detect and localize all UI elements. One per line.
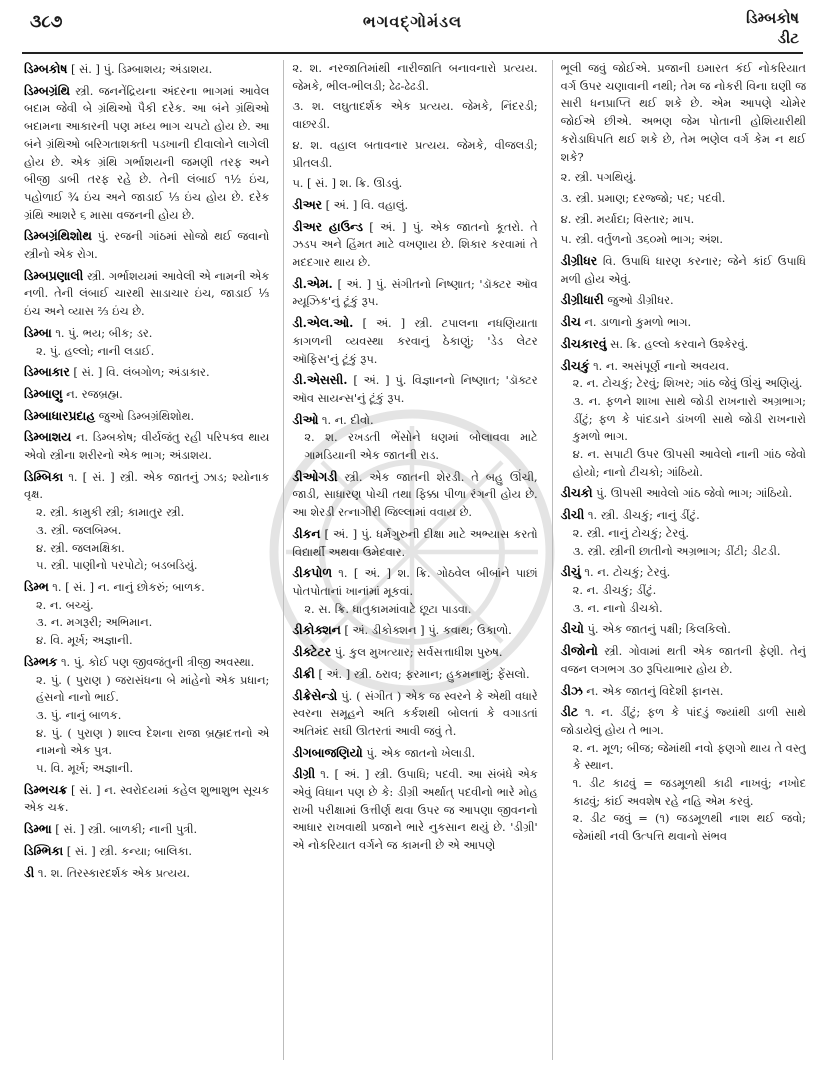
- entry-headword: ડિમ્બા: [24, 324, 52, 340]
- entry-sense: ૩. ન. મગરૂરી; અભિમાન.: [36, 615, 153, 630]
- entry-sense: ૨. સ્ત્રી. નાનું ટોચકું; ટેરવું.: [572, 525, 690, 540]
- dictionary-entry: [561, 506, 806, 560]
- entry-sense: ૨. શ. રખડતી ભેંસોને ધણમાં બોલાવવા માટે ગામડિયાની એક જાતની રાડ.: [304, 430, 538, 463]
- dictionary-entry: [561, 231, 806, 249]
- entry-definition: જુઓ ડીગ્રીધર.: [607, 293, 674, 308]
- entry-definition: ૧. [ અં. ] શ. ક્રિ. ગોઠવેલ બીબાંને પાછાં પોતપોતાનાં ખાનાંમાં મૂકવાં.: [292, 566, 538, 598]
- entry-headword: ડિમ્ભક: [24, 653, 58, 669]
- dictionary-entry: [292, 468, 537, 522]
- entry-definition: ભૂલી જવું જોઈએ. પ્રજાની ઇમારત કંઈ નોકરિયાત વર્ગ ઉપર ચણાવાની નથી; તેમ જ નોકરી વિના ઘણી જ સારી ધનપ્રાપ્તિ થઈ શકે છે. એમ આપણે ચોમેર જોઈએ છીએ. અભણ જેમ પોતાની હોશિયારીથી કરોડાધિપતિ થઈ શકે છે, તેમ ભણેલ વર્ગ કેમ ન થઈ શકે?: [560, 61, 806, 164]
- entry-sense: ૩. સ્ત્રી. જલબિમ્બ.: [36, 522, 122, 537]
- entry-definition: ન. ડાળાનો કુમળો ભાગ.: [584, 315, 692, 330]
- entry-definition: [ અં. ] પું. ધર્મગુરુની દીક્ષા માટે અભ્યાસ કરતો વિદ્યાર્થી અથવા ઉમેદવાર.: [292, 526, 538, 559]
- entry-definition: ૧. પું. કોઈ પણ જીવજંતુની ત્રીજી અવસ્થા.: [60, 654, 255, 669]
- entry-headword: ડિમ્ભચક્ર: [24, 781, 68, 797]
- entry-sense: ૫. વિ. મૂર્ખ; અજ્ઞાની.: [36, 761, 134, 776]
- entry-definition: ન. ડિમ્બકોષ; વીર્યજંતુ રહી પરિપક્વ થાય એવો સ્ત્રીના શરીરનો એક ભાગ; અંડાશય.: [24, 430, 270, 463]
- entry-headword: ડીક્રેસેન્ડો: [292, 687, 338, 703]
- entry-definition: સ્ત્રી. ગોવામાં થતી એક જાતની ફેણી. તેનું વજન લગભગ ૩૦ રૂપિયાભાર હોય છે.: [560, 644, 806, 676]
- entry-definition: ૧. પું. ભય; બીક; ડર.: [55, 325, 153, 340]
- dictionary-entry: [292, 175, 537, 193]
- dictionary-entry: [561, 169, 806, 187]
- dictionary-columns: [24, 60, 806, 1060]
- entry-sense: ૨. સ્ત્રી. કામુકી સ્ત્રી; કામાતુર સ્ત્રી.: [36, 505, 185, 520]
- entry-headword: ડીચકારવું: [560, 335, 607, 351]
- guide-word-last: ડીટ: [777, 29, 799, 47]
- entry-definition: સ્ત્રી. એક જાતની શેરડી. તે બહુ ઊંચી, જાડી, સાધારણ પોચી તથા ફિક્કા પીળા રંગની હોય છે. આ શેરડી રત્નાગીરી જિલ્લામાં વવાય છે.: [292, 469, 538, 520]
- entry-headword: ડીઓ: [292, 411, 319, 427]
- entry-sense: ૫. સ્ત્રી. પાણીનો પરપોટો; બડબડિયું.: [36, 558, 198, 573]
- entry-definition: પું. ( સંગીત ) એક જ સ્વરને કે એથી વધારે સ્વરના સમૂહને અતિ કર્કશથી બોલતાં કે વગાડતાં અતિમંદ સઘી ઊતરતાં આવી જવું તે.: [292, 688, 538, 738]
- guide-words: [746, 8, 799, 48]
- entry-sense: ૪. પું. ( પુરાણ ) શાલ્વ દેશના રાજા બ્રહ્મદત્તનો એ નામનો એક પુત્ર.: [36, 725, 270, 758]
- entry-definition: [ અં. ડીકોક્શન ] પું. કવાથ; ઉકાળો.: [344, 623, 512, 638]
- dictionary-entry: [561, 60, 806, 166]
- entry-definition: ૧. [ અં. ] સ્ત્રી. ઉપાધિ; પદવી. આ સંબંધે એક એવું વિધાન પણ છે કે: ડીગ્રી અર્થાત્ પદવીનો ભારે મોહ રાખી પરીક્ષામાં ઉત્તીર્ણ થવા ઉપર જ આપણા જીવનનો આધાર રાખવાથી પ્રજાને ભારે નુકસાન થયું છે. 'ડીગ્રી' એ નોકરિયાત વર્ગને જ કામની છે એ આપણે: [292, 767, 538, 853]
- entry-sense: ૪. ન. સપાટી ઉપર ઊપસી આવેલો નાની ગાંઠ જેવો હોયો; નાનો ટીચકો; ગાંઠિયો.: [572, 447, 806, 479]
- entry-headword: ડિમ્ભા: [24, 821, 52, 837]
- dictionary-entry: [292, 643, 537, 662]
- entry-headword: ડીઝ: [560, 682, 583, 698]
- entry-headword: ડિમ્ભ: [24, 578, 49, 594]
- dictionary-entry: [292, 196, 537, 215]
- entry-headword: ડિમ્બકોષ: [24, 61, 68, 76]
- entry-sense: ૨. ન. મૂળ; બીજ; જેમાંથી નવો ફણગો થાય તે વસ્તુ કે સ્થાન.: [572, 740, 806, 773]
- entry-headword: ડી.એસસી.: [292, 372, 348, 388]
- entry-headword: ડીગ્રી: [292, 766, 316, 782]
- dictionary-entry: [292, 60, 537, 95]
- entry-headword: ડિમ્બગ્રંથિ: [24, 82, 70, 98]
- entry-definition: ૫. સ્ત્રી. વર્તુળનો ૩૬૦મો ભાગ; અંશ.: [560, 232, 724, 247]
- entry-headword: ડીટ: [560, 704, 579, 720]
- entry-headword: ડિમ્બાણુ: [24, 385, 63, 401]
- dictionary-entry: [24, 578, 269, 650]
- entry-headword: ડીચું: [560, 564, 581, 580]
- page-number: ૩૮૭: [30, 12, 63, 32]
- dictionary-entry: [292, 137, 537, 172]
- entry-definition: ૨. શ. નરજાતિમાંથી નારીજાતિ બનાવનારો પ્રત્યય. જેમકે, ભીલ-ભીલડી; ઢેઢ-ઢેઢડી.: [292, 61, 538, 93]
- entry-headword: ડી.એમ.: [292, 275, 333, 291]
- entry-definition: ૧. ન. દીવો.: [321, 412, 374, 427]
- entry-headword: ડિમ્બપ્રણાલી: [24, 267, 84, 283]
- entry-definition: ૫. [ સં. ] શ. ક્રિ. ઊડવું.: [292, 176, 403, 191]
- entry-sense: ૨. ન. બચ્ચું.: [36, 597, 94, 612]
- entry-definition: સ્ત્રી. ગર્ભાશયમાં આવેલી એ નામની એક નળી. તેની લંબાઈ ચારથી સાડાચાર ઇંચ, જાડાઈ ⅓ ઇંચ અને વ્યાસ ⅔ ઇંચ છે.: [24, 268, 270, 319]
- entry-sense: ૨. પું. ( પુરાણ ) જરાસંધના બે માંહેનો એક પ્રધાન; હંસનો નાનો ભાઈ.: [36, 672, 270, 705]
- entry-headword: ડીચી: [560, 507, 585, 523]
- entry-sense: ૪. વિ. મૂર્ખ; અજ્ઞાની.: [36, 633, 133, 648]
- entry-headword: ડિમ્બાધારપ્રદાહ: [24, 407, 96, 423]
- dictionary-entry: [24, 781, 269, 817]
- entry-sense: ૨. પું. હલ્લો; નાની લડાઈ.: [36, 343, 155, 358]
- dictionary-entry: [561, 484, 806, 503]
- dictionary-entry: [292, 525, 537, 561]
- dictionary-entry: [561, 252, 806, 288]
- entry-headword: ડીઅર: [292, 196, 322, 212]
- entry-definition: [ અં. ] સ્ત્રી. ટપાલના નધણિયાતા કાગળની વ્યવસ્થા કરવાનું ઠેકાણું; 'ડેડ લેટર ઑફિસ'નું ટૂંકું રૂપ.: [292, 316, 538, 366]
- entry-headword: ડિમ્ભિકા: [24, 842, 64, 858]
- entry-sense: ૪. સ્ત્રી. જલમક્ષિકા.: [36, 540, 125, 555]
- entry-headword: ડિમ્બાકાર: [24, 364, 70, 380]
- entry-definition: ૪. શ. વહાલ બતાવનાર પ્રત્યય. જેમકે, વીજલડી; પ્રીતલડી.: [292, 137, 538, 170]
- entry-definition: [ અં. ] પું. એક જાતનો કૂતરો. તે ઝડપ અને હિંમત માટે વખણાય છે. શિકાર કરવામાં તે મદદગાર થાય છે.: [292, 219, 538, 270]
- dictionary-entry: [561, 563, 806, 617]
- dictionary-entry: [292, 218, 537, 272]
- entry-sense: ૨. ન. ટોચકું; ટેરવું; શિખર; ગાંઠ જેવું ઊંચું અણિયું.: [572, 376, 803, 391]
- entry-headword: ડી.એલ.ઓ.: [292, 315, 354, 331]
- entry-definition: ન. એક જાતનું વિદેશી ફાનસ.: [586, 683, 724, 698]
- dictionary-entry: [292, 765, 537, 855]
- dictionary-entry: [292, 665, 537, 684]
- dictionary-entry: [561, 313, 806, 332]
- entry-headword: ડીગ્રીધારી: [560, 292, 604, 308]
- entry-definition: [ અં. ] વિ. વહાલું.: [325, 197, 409, 212]
- dictionary-entry: [24, 653, 269, 778]
- entry-definition: ન. રજબ્રહ્મ.: [66, 386, 123, 401]
- entry-definition: પું. ઊપસી આવેલો ગાંઠ જેવો ભાગ; ગાંઠિયો.: [596, 486, 793, 501]
- entry-headword: ડિમ્બાશય: [24, 429, 72, 445]
- entry-definition: ૨. સ્ત્રી. પગથિયું.: [560, 170, 637, 185]
- entry-sense: ૩. સ્ત્રી. સ્ત્રીની છાતીનો અગ્રભાગ; ડીંટી; ડીટડી.: [572, 543, 781, 558]
- guide-word-first: ડિમ્બકોષ: [746, 9, 799, 27]
- entry-definition: સ. ક્રિ. હલ્લો કરવાને ઉશ્કેરવું.: [610, 336, 749, 351]
- entry-headword: ડિમ્બગ્રંથિશોથ: [24, 228, 92, 244]
- entry-sense: ૨. ડીટ જવું = (૧) જડમૂળથી નાશ થઈ જવો; જેમાંથી નવી ઉત્પત્તિ થવાનો સંભવ: [572, 811, 806, 844]
- dictionary-entry: [24, 864, 269, 883]
- entry-definition: જુઓ ડિમ્બગ્રંથિશોથ.: [98, 408, 195, 423]
- entry-sense: ૩. ન. ફળને શાખા સાથે જોડી રાખનારો અગ્રભાગ; ડીંટું; ફળ કે પાંદડાને ડાંખળી સાથે જોડી રાખનારો કુમળો ભાગ.: [572, 393, 806, 444]
- entry-headword: ડીજોનો: [560, 643, 598, 659]
- dictionary-entry: [292, 621, 537, 640]
- entry-definition: [ સં. ] સ્ત્રી. બાળકી; નાની પુત્રી.: [55, 822, 198, 837]
- entry-sense: ૧. ડીટ કાઢવું = જડમૂળથી કાઢી નાખવું; નખોદ કાઢવું; કાંઈ અવશેષ રહે નહિ એમ કરવું.: [572, 776, 806, 808]
- entry-sense: ૨. સ. ક્રિ. ધાતુકામમાંવાટે છૂટા પાડવા.: [304, 601, 472, 616]
- dictionary-entry: [24, 820, 269, 839]
- dictionary-entry: [24, 227, 269, 263]
- entry-headword: ડીઅર હાઉન્ડ: [292, 218, 363, 234]
- entry-definition: પું. એક જાતનું પક્ષી; કિલકિલો.: [587, 622, 731, 637]
- entry-definition: પું. કુલ મુખત્યાર; સર્વસત્તાધીશ પુરુષ.: [334, 645, 503, 660]
- entry-definition: ૧. ન. અસંપૂર્ણ નાનો અવયવ.: [593, 358, 730, 373]
- entry-definition: [ સં. ] સ્ત્રી. કન્યા; બાલિકા.: [66, 843, 192, 858]
- dictionary-entry: [292, 744, 537, 763]
- entry-headword: ડીકોક્શન: [292, 622, 341, 638]
- dictionary-entry: [24, 468, 269, 575]
- entry-definition: [ અં. ] પું. વિજ્ઞાનનો નિષ્ણાત; 'ડૉક્ટર ઑવ સાયન્સ'નું ટૂંકું રૂપ.: [292, 373, 538, 405]
- entry-definition: સ્ત્રી. જનનેંદ્રિયના અંદરના ભાગમાં આવેલ બદામ જેવી બે ગ્રંથિઓ પૈકી દરેક. આ બંને ગ્રંથિઓ બદામના આકારની પણ મધ્ય ભાગ ચપટો હોય છે. આ બંને ગ્રંથિઓ બરિગતાશક્તી પડખાની દીવાલોને લાગેલી હોય છે. એક ગ્રંથિ ગર્ભાશયની જમણી તરફ અને બીજી ડાબી તરફ રહે છે. તેની લંબાઈ ૧½ ઇંચ, પહોળાઈ ¾ ઇંચ અને જાડાઈ ⅓ ઇંચ હોય છે. દરેક ગ્રંથિ આશરે ૬ માસા વજનની હોય છે.: [24, 83, 270, 222]
- entry-definition: ૧. ન. ડીંટું; ફળ કે પાંદડું જ્યાંથી ડાળી સાથે જોડાયેલું હોય તે ભાગ.: [560, 705, 806, 737]
- dictionary-entry: [561, 620, 806, 639]
- dictionary-entry: [24, 385, 269, 404]
- dictionary-entry: [24, 842, 269, 861]
- entry-definition: પું. એક જાતનો ખેલાડી.: [366, 745, 476, 760]
- header-rule: [22, 52, 803, 54]
- entry-definition: [ સં. ] વિ. લંબગોળ; અંડાકાર.: [73, 365, 210, 380]
- entry-definition: ૩. સ્ત્રી. પ્રમાણ; દરજ્જો; પદ; પદવી.: [560, 190, 726, 205]
- entry-headword: ડીગ્રીધર: [560, 253, 598, 269]
- dictionary-entry: [24, 407, 269, 426]
- dictionary-entry: [24, 428, 269, 464]
- entry-definition: ૧. સ્ત્રી. ડીચકું; નાનું ડીંટું.: [587, 508, 700, 523]
- dictionary-entry: [561, 357, 806, 482]
- entry-definition: [ સં. ] પું. ડિમ્બાશય; અંડાશય.: [70, 62, 213, 76]
- entry-definition: પું. રજની ગાંઠમાં સોજો થઈ જવાનો સ્ત્રીનો એક રોગ.: [24, 229, 270, 262]
- entry-definition: વિ. ઉપાધિ ધારણ કરનાર; જેને કાંઈ ઉપાધિ મળી હોય એવું.: [560, 254, 806, 286]
- entry-definition: ૪. સ્ત્રી. મર્યાદા; વિસ્તાર; માપ.: [560, 211, 695, 226]
- dictionary-entry: [561, 682, 806, 701]
- dictionary-entry: [24, 60, 269, 79]
- dictionary-entry: [292, 314, 537, 368]
- entry-headword: ડી: [24, 864, 35, 880]
- dictionary-entry: [24, 82, 269, 225]
- column-2: [283, 60, 537, 1060]
- dictionary-entry: [292, 371, 537, 407]
- entry-definition: ૩. શ. લઘુતાદર્શક એક પ્રત્યય. જેમકે, નિંદરડી; વાછરડી.: [292, 99, 538, 132]
- dictionary-entry: [561, 703, 806, 846]
- entry-headword: ડીચકો: [560, 485, 593, 501]
- column-3: [552, 60, 806, 1060]
- dictionary-entry: [561, 211, 806, 229]
- entry-definition: ૧. [ સં. ] ન. નાનું છોકરું; બાળક.: [52, 579, 205, 594]
- entry-sense: ૩. પું. નાનું બાળક.: [36, 707, 122, 722]
- entry-definition: ૧. ન. ટોચકું; ટેરવું.: [584, 565, 671, 580]
- dictionary-entry: [292, 687, 537, 741]
- entry-headword: ડીઓગડી: [292, 468, 338, 484]
- entry-headword: ડીચ: [560, 314, 581, 330]
- entry-headword: ડિમ્બિકા: [24, 468, 64, 484]
- dictionary-entry: [292, 275, 537, 311]
- entry-definition: ૧. [ સં. ] સ્ત્રી. એક જાતનું ઝાડ; શ્યોનાક વૃક્ષ.: [24, 469, 270, 502]
- dictionary-entry: [292, 411, 537, 465]
- entry-sense: ૨. ન. ડીચકું; ડીંટું.: [572, 582, 657, 597]
- dictionary-entry: [561, 291, 806, 310]
- entry-headword: ડીક્રી: [292, 665, 315, 681]
- page-header: [0, 0, 825, 58]
- entry-headword: ડીચો: [560, 621, 584, 637]
- dictionary-entry: [561, 335, 806, 354]
- entry-sense: ૩. ન. નાનો ડીચકો.: [572, 600, 663, 615]
- entry-definition: [ અં. ] પું. સંગીતનો નિષ્ણાત; 'ડૉક્ટર ઑવ મ્યૂઝિક'નું ટૂંકું રૂપ.: [292, 276, 538, 309]
- dictionary-entry: [292, 564, 537, 618]
- running-title: ભગવદ્ગોમંડલ: [362, 12, 463, 31]
- dictionary-entry: [561, 190, 806, 208]
- entry-definition: [ અં. ] સ્ત્રી. ઠરાવ; ફરમાન; હુકમનામું; ફેંસલો.: [318, 666, 530, 681]
- entry-definition: ૧. શ. તિરસ્કારદર્શક એક પ્રત્યય.: [37, 865, 191, 880]
- dictionary-entry: [24, 267, 269, 321]
- entry-headword: ડીક્ટેટર: [292, 644, 332, 660]
- entry-headword: ડીગબાજણિયો: [292, 744, 363, 760]
- dictionary-entry: [24, 363, 269, 382]
- entry-headword: ડીકપોળ: [292, 565, 332, 581]
- dictionary-entry: [24, 324, 269, 360]
- entry-headword: ડીકન: [292, 525, 321, 541]
- column-1: [24, 60, 269, 1060]
- dictionary-entry: [292, 98, 537, 133]
- entry-headword: ડીચકું: [560, 357, 590, 373]
- entry-definition: [ સં. ] ન. સ્વરોદયમાં કહેલ શુભાશુભ સૂચક એક ચક્ર.: [24, 782, 270, 815]
- dictionary-entry: [561, 642, 806, 678]
